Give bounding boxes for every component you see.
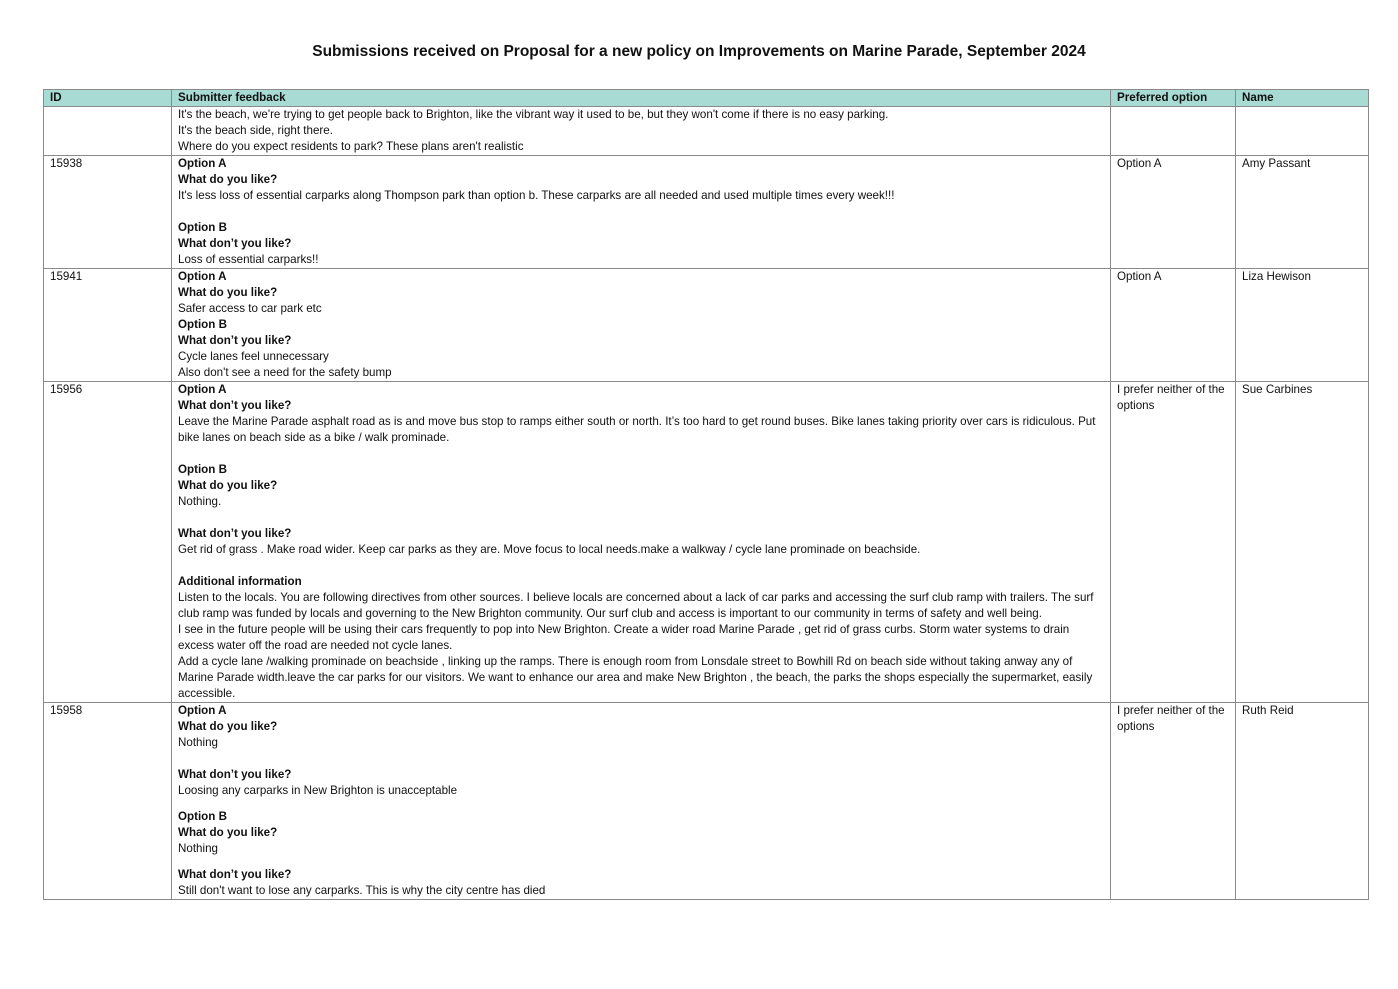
question-heading: What don’t you like? — [178, 868, 292, 881]
submitter-name: Liza Hewison — [1236, 269, 1369, 382]
preferred-option: I prefer neither of the options — [1111, 382, 1236, 703]
feedback-line: Still don't want to lose any carparks. This is why the city centre has died — [178, 884, 546, 897]
submitter-feedback — [172, 382, 1111, 703]
table-row — [44, 107, 1369, 156]
additional-info-heading: Additional information — [178, 575, 302, 588]
preferred-option: Option A — [1111, 269, 1236, 382]
column-header-feedback: Submitter feedback — [172, 90, 1111, 107]
column-header-id: ID — [44, 90, 172, 107]
feedback-line: Add a cycle lane /walking prominade on beachside , linking up the ramps. There is enough room from Lonsdale street to Bowhill Rd on beach side without taking anway any of Marine Parade width.leave the car parks for our visitors. We want to enhance our area and make New Brighton , the beach, the parks the shops especially the supermarket, easily accessible. — [178, 655, 1093, 700]
page-title: Submissions received on Proposal for a new policy on Improvements on Marine Parade, September 2024 — [312, 43, 1086, 60]
submitter-name: Amy Passant — [1236, 156, 1369, 269]
feedback-line: Get rid of grass . Make road wider. Keep car parks as they are. Move focus to local needs.make a walkway / cycle lane prominade on beachside. — [178, 543, 921, 556]
question-heading: What do you like? — [178, 173, 278, 186]
submission-id: 15938 — [44, 156, 172, 269]
submitter-name — [1236, 107, 1369, 156]
submission-id — [44, 107, 172, 156]
feedback-line: Nothing — [178, 842, 218, 855]
column-header-preferred-option: Preferred option — [1111, 90, 1236, 107]
feedback-line: Listen to the locals. You are following directives from other sources. I believe locals are concerned about a lack of car parks and accessing the surf club ramp with trailers. The surf club ramp was funded by locals and governing to the New Brighton community. Our surf club and access is important to our community in terms of safety and well being. — [178, 591, 1094, 620]
feedback-line: It's less loss of essential carparks along Thompson park than option b. These carparks are all needed and used multiple times every week!!! — [178, 189, 895, 202]
table-row — [44, 156, 1369, 269]
preferred-option: I prefer neither of the options — [1111, 703, 1236, 900]
submission-id: 15941 — [44, 269, 172, 382]
option-heading: Option B — [178, 463, 227, 476]
feedback-line: Safer access to car park etc — [178, 302, 322, 315]
submitter-name: Ruth Reid — [1236, 703, 1369, 900]
submitter-name: Sue Carbines — [1236, 382, 1369, 703]
feedback-line: Loosing any carparks in New Brighton is unacceptable — [178, 784, 458, 797]
feedback-line: Nothing — [178, 736, 218, 749]
option-heading: Option A — [178, 704, 227, 717]
feedback-line: It's the beach side, right there. — [178, 124, 333, 137]
option-heading: Option B — [178, 810, 227, 823]
submission-id: 15958 — [44, 703, 172, 900]
table-header-row — [44, 90, 1369, 107]
feedback-line: Nothing. — [178, 495, 222, 508]
option-heading: Option A — [178, 157, 227, 170]
submitter-feedback — [172, 107, 1111, 156]
table-row — [44, 382, 1369, 703]
question-heading: What don’t you like? — [178, 527, 292, 540]
submissions-table — [43, 89, 1369, 900]
feedback-line: Where do you expect residents to park? These plans aren't realistic — [178, 140, 524, 153]
feedback-line: Also don't see a need for the safety bump — [178, 366, 392, 379]
submission-id: 15956 — [44, 382, 172, 703]
option-heading: Option B — [178, 221, 227, 234]
question-heading: What don’t you like? — [178, 399, 292, 412]
question-heading: What don’t you like? — [178, 237, 292, 250]
question-heading: What do you like? — [178, 286, 278, 299]
option-heading: Option A — [178, 383, 227, 396]
feedback-line: Leave the Marine Parade asphalt road as is and move bus stop to ramps either south or north. It’s too hard to get round buses. Bike lanes taking priority over cars is ridiculous. Put bike lanes on beach side as a bike / walk prominade. — [178, 415, 1096, 444]
feedback-line: It's the beach, we're trying to get people back to Brighton, like the vibrant way it used to be, but they won't come if there is no easy parking. — [178, 108, 889, 121]
option-heading: Option A — [178, 270, 227, 283]
question-heading: What do you like? — [178, 479, 278, 492]
option-heading: Option B — [178, 318, 227, 331]
column-header-name: Name — [1236, 90, 1369, 107]
preferred-option: Option A — [1111, 156, 1236, 269]
table-row — [44, 269, 1369, 382]
table-row — [44, 703, 1369, 900]
submitter-feedback — [172, 703, 1111, 900]
submitter-feedback — [172, 156, 1111, 269]
feedback-line: Cycle lanes feel unnecessary — [178, 350, 329, 363]
submitter-feedback — [172, 269, 1111, 382]
question-heading: What do you like? — [178, 720, 278, 733]
question-heading: What don’t you like? — [178, 334, 292, 347]
question-heading: What do you like? — [178, 826, 278, 839]
question-heading: What don’t you like? — [178, 768, 292, 781]
feedback-line: Loss of essential carparks!! — [178, 253, 319, 266]
preferred-option — [1111, 107, 1236, 156]
feedback-line: I see in the future people will be using their cars frequently to pop into New Brighton. Create a wider road Marine Parade , get rid of grass curbs. Storm water systems to drain excess water off the road are needed not cycle lanes. — [178, 623, 1070, 652]
